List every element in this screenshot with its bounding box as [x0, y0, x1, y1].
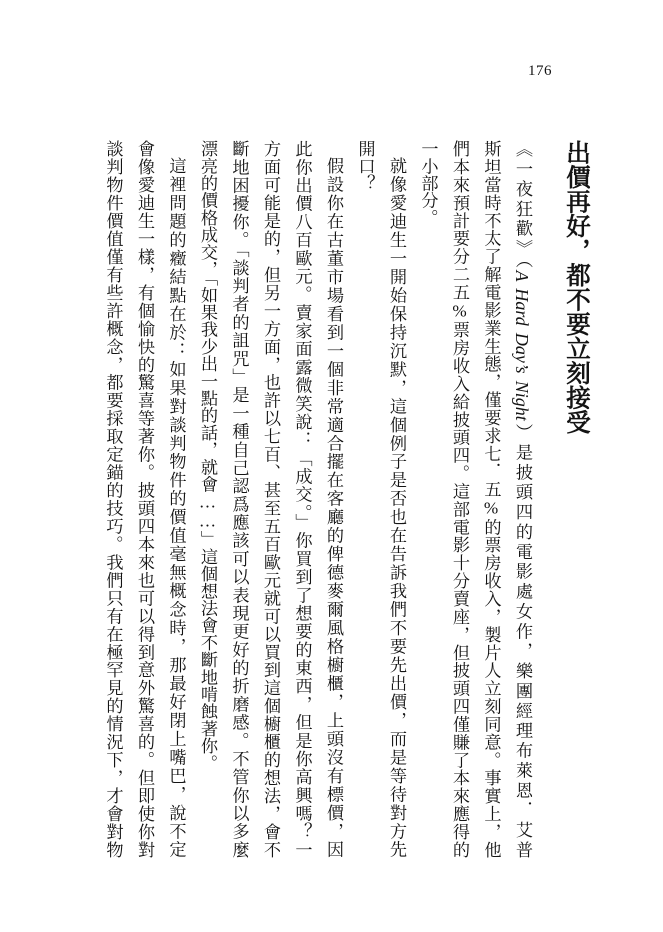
text-line: 方面可能是的，但另一方面，也許以七百、甚至五百歐元就可以買到這個櫥櫃的想法，會不 — [261, 140, 280, 858]
film-title-lead: 《一夜狂歡》（ — [513, 140, 532, 271]
text-line — [507, 140, 539, 858]
text-line: 漂亮的價格成交，「如果我少出一點的話，就會……」這個想法會不斷地啃蝕著你。 — [198, 140, 217, 772]
text-line: 開口？ — [355, 140, 375, 192]
text-line: 一小部分。 — [418, 140, 438, 226]
text-line: 此你出價八百歐元。賣家面露微笑說：「成交。」你買到了想要的東西，但是你高興嗎？一 — [292, 140, 312, 858]
english-film-title: A Hard Day’s Night — [512, 270, 532, 421]
text-line: 假設你在古董市場看到一個非常適合擺在客廳的俾德麥爾風格櫥櫃，上頭沒有標價，因 — [324, 157, 343, 858]
text-line: 就像愛迪生一開始保持沉默，這個例子是否也在告訴我們不要先出價，而是等待對方先 — [387, 157, 406, 858]
section-title: 出價再好，都不要立刻接受 — [563, 140, 590, 434]
text-line: 這裡問題的癥結點在於：如果對談判物件的價值毫無概念時，那最好閉上嘴巴，說不定 — [166, 157, 186, 858]
text-line: 斯坦當時不太了解電影業生態，僅要求七．五%的票房收入，製片人立刻同意。事實上，他 — [481, 140, 501, 858]
text-line: 們本來預計要分二五%票房收入給披頭四。這部電影十分賣座，但披頭四僅賺了本來應得的 — [450, 140, 469, 858]
vertical-text-block — [97, 140, 594, 858]
text-line: 斷地困擾你。「談判者的詛咒」是一種自己認爲應該可以表現更好的折磨感。不管你以多麼 — [229, 140, 249, 858]
text-line: 談判物件價值僅有些許概念，都要採取定錨的技巧。我們只有在極罕見的情況下，才會對物 — [103, 140, 123, 858]
page-number: 176 — [528, 63, 552, 79]
text-line: 會像愛迪生一樣，有個愉快的驚喜等著你。披頭四本來也可以得到意外驚喜的。但即使你對 — [135, 140, 154, 858]
film-line-tail: ）是披頭四的電影處女作，樂團經理布萊恩．艾普 — [513, 420, 532, 858]
